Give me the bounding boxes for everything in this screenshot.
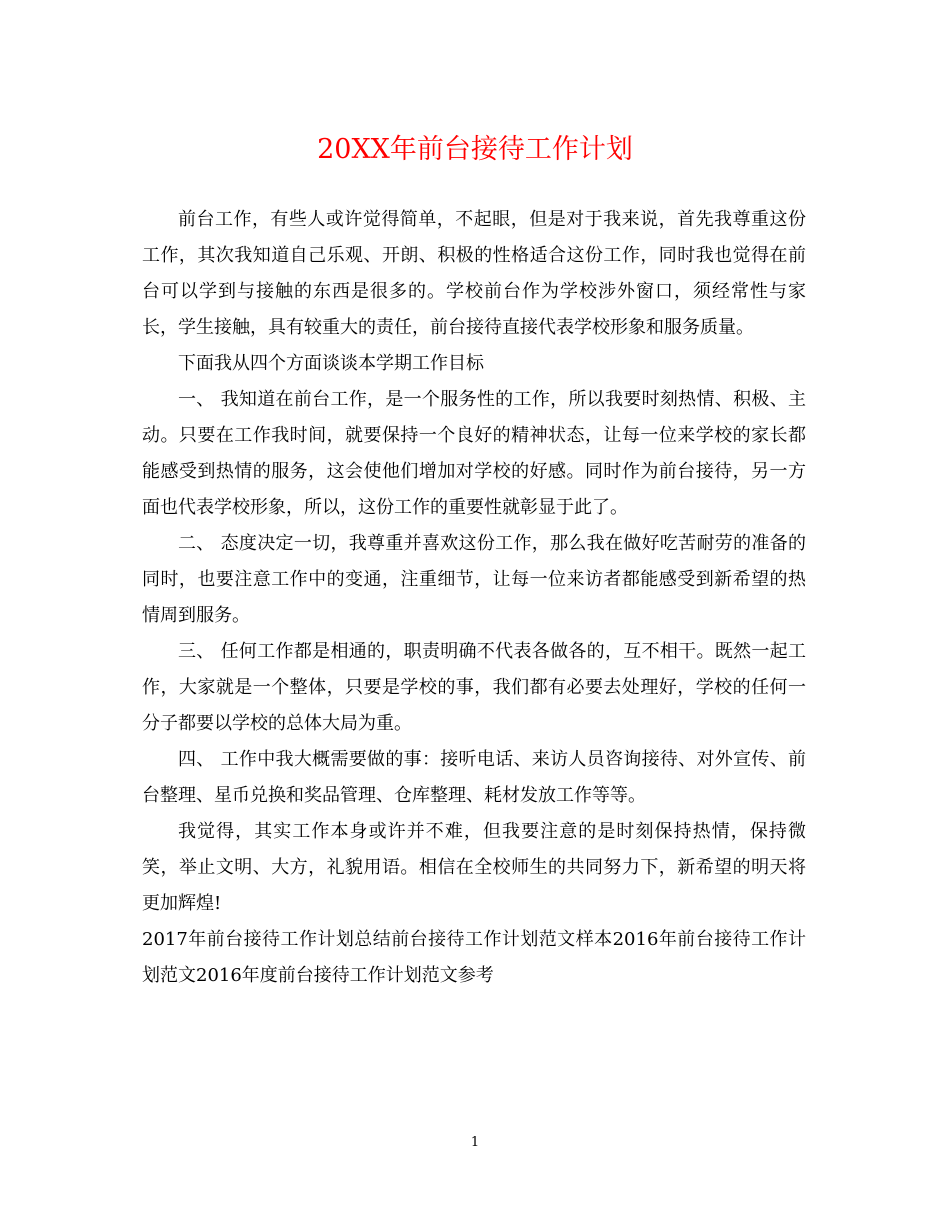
conclusion-paragraph: 我觉得，其实工作本身或许并不难，但我要注意的是时刻保持热情，保持微笑，举止文明、大方，礼貌用语。相信在全校师生的共同努力下，新希望的明天将更加辉煌! — [142, 821, 806, 914]
goal-two-paragraph: 二、 态度决定一切，我尊重并喜欢这份工作，那么我在做好吃苦耐劳的准备的同时，也要注意工作中的变通，注重细节，让每一位来访者都能感受到新希望的热情周到服务。 — [142, 533, 806, 626]
intro-paragraph: 前台工作，有些人或许觉得简单，不起眼，但是对于我来说，首先我尊重这份工作，其次我知道自己乐观、开朗、积极的性格适合这份工作，同时我也觉得在前台可以学到与接触的东西是很多的。学校前台作为学校涉外窗口，须经常性与家长，学生接触，具有较重大的责任，前台接待直接代表学校形象和服务质量。 — [142, 209, 806, 338]
page-number: 1 — [470, 1135, 480, 1150]
document-title: 20XX年前台接待工作计划 — [317, 134, 633, 165]
goal-three-paragraph: 三、 任何工作都是相通的，职责明确不代表各做各的，互不相干。既然一起工作，大家就是一个整体，只要是学校的事，我们都有必要去处理好，学校的任何一分子都要以学校的总体大局为重。 — [142, 641, 806, 734]
goal-one-paragraph: 一、 我知道在前台工作，是一个服务性的工作，所以我要时刻热情、积极、主动。只要在工作我时间，就要保持一个良好的精神状态，让每一位来学校的家长都能感受到热情的服务，这会使他们增加对学校的好感。同时作为前台接待，另一方面也代表学校形象，所以，这份工作的重要性就彰显于此了。 — [142, 389, 806, 518]
document-body — [142, 202, 806, 994]
goals-intro-paragraph: 下面我从四个方面谈谈本学期工作目标 — [178, 353, 484, 374]
related-articles-text: 2017年前台接待工作计划总结前台接待工作计划范文样本2016年前台接待工作计划范文2016年度前台接待工作计划范文参考 — [142, 929, 806, 986]
goal-four-paragraph: 四、 工作中我大概需要做的事：接听电话、来访人员咨询接待、对外宣传、前台整理、星币兑换和奖品管理、仓库整理、耗材发放工作等等。 — [142, 749, 806, 806]
